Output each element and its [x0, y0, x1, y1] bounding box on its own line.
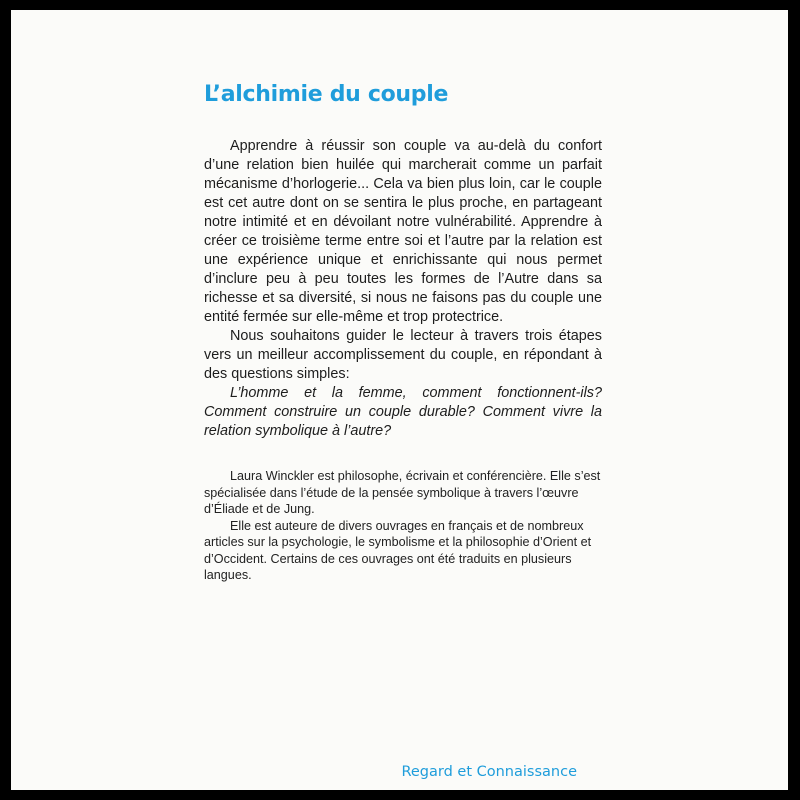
publisher-name: Regard et Connaissance: [401, 764, 577, 780]
blurb-questions: L’homme et la femme, comment fonctionnent-ils? Comment construire un couple durable? Comment vivre la relation symbolique à l’autre?: [204, 385, 602, 439]
author-bio: [204, 468, 602, 584]
blurb-paragraph: Nous souhaitons guider le lecteur à travers trois étapes vers un meilleur accomplissement du couple, en répondant à des questions simples:: [204, 328, 602, 382]
blurb-text: [204, 137, 602, 441]
bio-paragraph: Elle est auteure de divers ouvrages en français et de nombreux articles sur la psychologie, le symbolisme et la philosophie d’Orient et d’Occident. Certains de ces ouvrages ont été traduits en plusieurs langues.: [204, 518, 592, 582]
blurb-paragraph: Apprendre à réussir son couple va au-delà du confort d’une relation bien huilée qui marcherait comme un parfait mécanisme d’horlogerie... Cela va bien plus loin, car le couple est cet autre dont on se sentira le plus proche, en partageant notre intimité et en dévoilant notre vulnérabilité. Apprendre à créer ce troisième terme entre soi et l’autre par la relation est une expérience unique et enrichissante qui nous permet d’inclure peu à peu toutes les formes de l’Autre dans sa richesse et sa diversité, si nous ne faisons pas du couple une entité fermée sur elle-même et trop protectrice.: [204, 138, 602, 325]
book-title: L’alchimie du couple: [204, 82, 449, 107]
bio-paragraph: Laura Winckler est philosophe, écrivain et conférencière. Elle s’est spécialisée dans l’étude de la pensée symbolique à travers l’œuvre d’Éliade et de Jung.: [204, 469, 601, 516]
book-back-cover: [11, 10, 788, 790]
